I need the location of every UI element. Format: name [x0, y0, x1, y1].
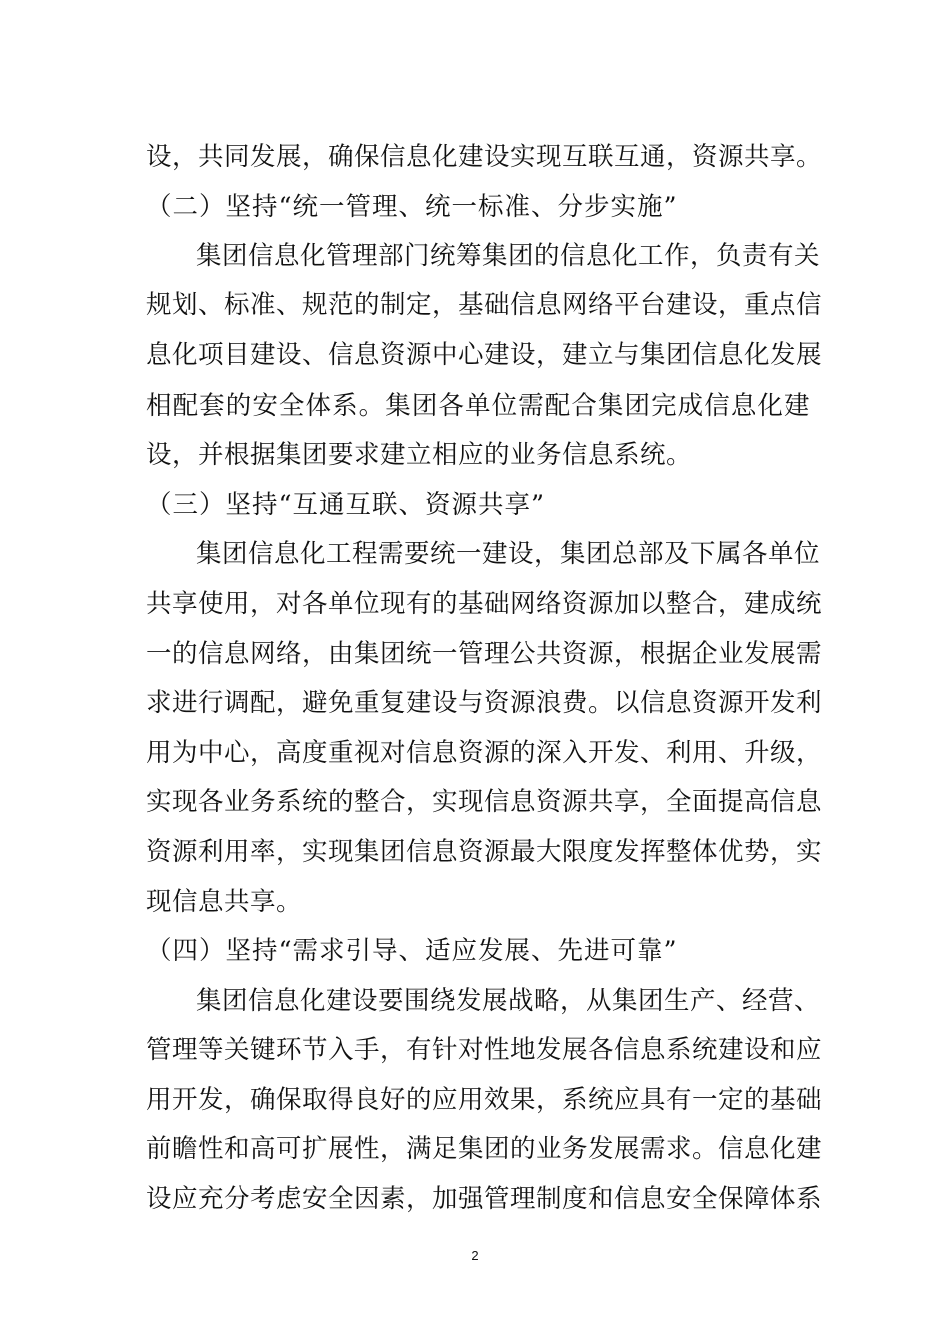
body-text-line: 息化项目建设、信息资源中心建设，建立与集团信息化发展 — [146, 340, 823, 370]
section-heading-4: （四）坚持“需求引导、适应发展、先进可靠” — [146, 936, 678, 966]
body-text-line: 相配套的安全体系。集团各单位需配合集团完成信息化建 — [146, 391, 810, 421]
body-text-line: 共享使用，对各单位现有的基础网络资源加以整合，建成统 — [146, 589, 823, 619]
body-text-line: 前瞻性和高可扩展性，满足集团的业务发展需求。信息化建 — [146, 1134, 823, 1164]
page-number: 2 — [471, 1248, 479, 1263]
body-text-line: 实现各业务系统的整合，实现信息资源共享，全面提高信息 — [146, 787, 823, 817]
body-text-line: 用开发，确保取得良好的应用效果，系统应具有一定的基础 — [146, 1085, 823, 1115]
body-text-line: 集团信息化建设要围绕发展战略，从集团生产、经营、 — [196, 986, 821, 1016]
body-text-line: 设应充分考虑安全因素，加强管理制度和信息安全保障体系 — [146, 1184, 823, 1214]
body-text-line: 资源利用率，实现集团信息资源最大限度发挥整体优势，实 — [146, 837, 823, 867]
body-text-line: 设，并根据集团要求建立相应的业务信息系统。 — [146, 440, 693, 470]
body-text-line: 管理等关键环节入手，有针对性地发展各信息系统建设和应 — [146, 1035, 823, 1065]
body-text-line: 用为中心，高度重视对信息资源的深入开发、利用、升级， — [146, 738, 823, 768]
section-heading-3: （三）坚持“互通互联、资源共享” — [146, 490, 546, 520]
body-text-line: 现信息共享。 — [146, 887, 303, 917]
body-text-line: 设，共同发展，确保信息化建设实现互联互通，资源共享。 — [146, 142, 823, 172]
section-heading-2: （二）坚持“统一管理、统一标准、分步实施” — [146, 192, 678, 222]
body-text-line: 求进行调配，避免重复建设与资源浪费。以信息资源开发利 — [146, 688, 823, 718]
body-text-line: 集团信息化管理部门统筹集团的信息化工作，负责有关 — [196, 241, 821, 271]
body-text-line: 规划、标准、规范的制定，基础信息网络平台建设，重点信 — [146, 290, 823, 320]
body-text-line: 一的信息网络，由集团统一管理公共资源，根据企业发展需 — [146, 639, 823, 669]
body-text-line: 集团信息化工程需要统一建设，集团总部及下属各单位 — [196, 539, 821, 569]
